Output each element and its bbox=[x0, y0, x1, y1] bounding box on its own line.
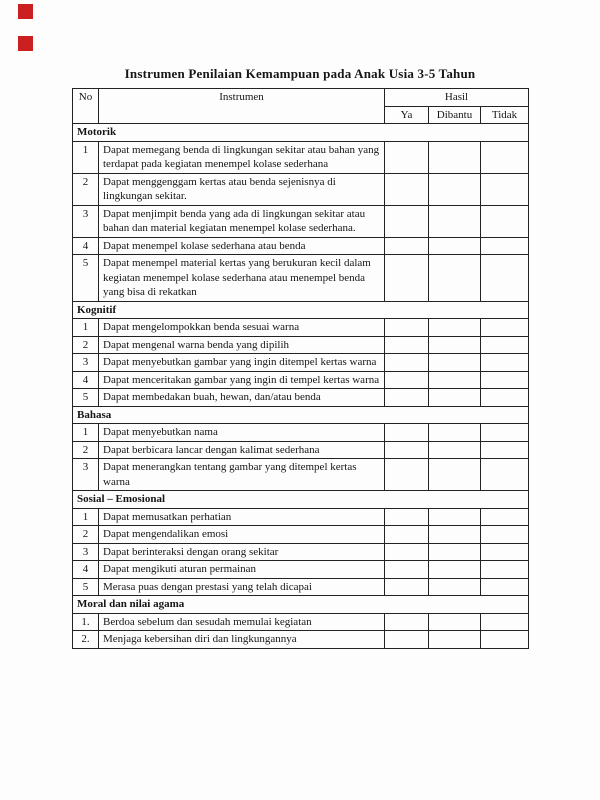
result-cell-dibantu bbox=[429, 631, 481, 649]
result-cell-tidak bbox=[481, 389, 529, 407]
result-cell-tidak bbox=[481, 336, 529, 354]
result-cell-ya bbox=[385, 424, 429, 442]
row-number: 2. bbox=[73, 631, 99, 649]
instrument-text: Dapat menceritakan gambar yang ingin di tempel kertas warna bbox=[99, 371, 385, 389]
result-cell-dibantu bbox=[429, 441, 481, 459]
row-number: 5 bbox=[73, 255, 99, 302]
result-cell-tidak bbox=[481, 371, 529, 389]
instrument-text: Dapat mengikuti aturan permainan bbox=[99, 561, 385, 579]
instrument-text: Dapat mengelompokkan benda sesuai warna bbox=[99, 319, 385, 337]
table-row bbox=[73, 543, 529, 561]
result-cell-dibantu bbox=[429, 613, 481, 631]
column-header-tidak: Tidak bbox=[481, 106, 529, 124]
row-number: 4 bbox=[73, 371, 99, 389]
result-cell-tidak bbox=[481, 319, 529, 337]
table-row bbox=[73, 141, 529, 173]
result-cell-tidak bbox=[481, 141, 529, 173]
result-cell-tidak bbox=[481, 255, 529, 302]
row-number: 5 bbox=[73, 578, 99, 596]
table-row bbox=[73, 371, 529, 389]
result-cell-dibantu bbox=[429, 237, 481, 255]
instrument-text: Dapat membedakan buah, hewan, dan/atau benda bbox=[99, 389, 385, 407]
row-number: 2 bbox=[73, 526, 99, 544]
result-cell-dibantu bbox=[429, 354, 481, 372]
red-square-marker-top bbox=[18, 4, 33, 19]
instrument-text: Dapat mengendalikan emosi bbox=[99, 526, 385, 544]
result-cell-ya bbox=[385, 578, 429, 596]
table-row bbox=[73, 441, 529, 459]
result-cell-ya bbox=[385, 543, 429, 561]
column-header-hasil: Hasil bbox=[385, 89, 529, 107]
result-cell-ya bbox=[385, 526, 429, 544]
assessment-table bbox=[72, 88, 529, 649]
result-cell-dibantu bbox=[429, 173, 481, 205]
table-row bbox=[73, 173, 529, 205]
section-header-row bbox=[73, 301, 529, 319]
result-cell-ya bbox=[385, 441, 429, 459]
instrument-text: Dapat menyebutkan gambar yang ingin ditempel kertas warna bbox=[99, 354, 385, 372]
result-cell-dibantu bbox=[429, 319, 481, 337]
result-cell-tidak bbox=[481, 237, 529, 255]
instrument-text: Dapat menerangkan tentang gambar yang ditempel kertas warna bbox=[99, 459, 385, 491]
result-cell-tidak bbox=[481, 441, 529, 459]
row-number: 1. bbox=[73, 613, 99, 631]
table-row bbox=[73, 578, 529, 596]
result-cell-tidak bbox=[481, 354, 529, 372]
result-cell-tidak bbox=[481, 543, 529, 561]
result-cell-tidak bbox=[481, 205, 529, 237]
table-row bbox=[73, 526, 529, 544]
table-row bbox=[73, 205, 529, 237]
page-title: Instrumen Penilaian Kemampuan pada Anak Usia 3-5 Tahun bbox=[124, 66, 476, 81]
result-cell-dibantu bbox=[429, 141, 481, 173]
result-cell-ya bbox=[385, 371, 429, 389]
row-number: 4 bbox=[73, 237, 99, 255]
instrument-text: Dapat memusatkan perhatian bbox=[99, 508, 385, 526]
section-header-row bbox=[73, 406, 529, 424]
result-cell-dibantu bbox=[429, 336, 481, 354]
result-cell-tidak bbox=[481, 173, 529, 205]
instrument-text: Dapat memegang benda di lingkungan sekitar atau bahan yang terdapat pada kegiatan menempel kolase sederhana bbox=[99, 141, 385, 173]
result-cell-dibantu bbox=[429, 526, 481, 544]
table-row bbox=[73, 561, 529, 579]
result-cell-dibantu bbox=[429, 561, 481, 579]
table-row bbox=[73, 336, 529, 354]
result-cell-ya bbox=[385, 613, 429, 631]
row-number: 3 bbox=[73, 543, 99, 561]
row-number: 1 bbox=[73, 319, 99, 337]
section-header-row bbox=[73, 124, 529, 142]
instrument-text: Dapat menjimpit benda yang ada di lingkungan sekitar atau bahan dan material kegiatan menempel kolase sederhana. bbox=[99, 205, 385, 237]
section-title: Moral dan nilai agama bbox=[73, 596, 529, 614]
instrument-text: Dapat menyebutkan nama bbox=[99, 424, 385, 442]
instrument-text: Dapat menempel kolase sederhana atau benda bbox=[99, 237, 385, 255]
section-title: Bahasa bbox=[73, 406, 529, 424]
result-cell-ya bbox=[385, 255, 429, 302]
section-title: Motorik bbox=[73, 124, 529, 142]
table-row bbox=[73, 319, 529, 337]
result-cell-dibantu bbox=[429, 424, 481, 442]
instrument-text: Merasa puas dengan prestasi yang telah dicapai bbox=[99, 578, 385, 596]
row-number: 5 bbox=[73, 389, 99, 407]
column-header-dibantu: Dibantu bbox=[429, 106, 481, 124]
table-row bbox=[73, 508, 529, 526]
result-cell-tidak bbox=[481, 508, 529, 526]
row-number: 2 bbox=[73, 336, 99, 354]
row-number: 2 bbox=[73, 173, 99, 205]
table-row bbox=[73, 255, 529, 302]
instrument-text: Dapat berbicara lancar dengan kalimat sederhana bbox=[99, 441, 385, 459]
result-cell-tidak bbox=[481, 526, 529, 544]
instrument-text: Dapat menempel material kertas yang berukuran kecil dalam kegiatan menempel kolase sederhana atau menempel benda yang bisa di rekatkan bbox=[99, 255, 385, 302]
result-cell-ya bbox=[385, 336, 429, 354]
instrument-text: Dapat berinteraksi dengan orang sekitar bbox=[99, 543, 385, 561]
row-number: 3 bbox=[73, 354, 99, 372]
table-row bbox=[73, 613, 529, 631]
instrument-text: Berdoa sebelum dan sesudah memulai kegiatan bbox=[99, 613, 385, 631]
instrument-text: Dapat mengenal warna benda yang dipilih bbox=[99, 336, 385, 354]
result-cell-dibantu bbox=[429, 578, 481, 596]
result-cell-ya bbox=[385, 508, 429, 526]
result-cell-tidak bbox=[481, 613, 529, 631]
result-cell-dibantu bbox=[429, 205, 481, 237]
section-header-row bbox=[73, 491, 529, 509]
result-cell-dibantu bbox=[429, 543, 481, 561]
result-cell-dibantu bbox=[429, 371, 481, 389]
table-row bbox=[73, 389, 529, 407]
result-cell-ya bbox=[385, 459, 429, 491]
table-row bbox=[73, 424, 529, 442]
table-row bbox=[73, 631, 529, 649]
result-cell-ya bbox=[385, 237, 429, 255]
result-cell-ya bbox=[385, 205, 429, 237]
result-cell-ya bbox=[385, 354, 429, 372]
result-cell-ya bbox=[385, 631, 429, 649]
result-cell-dibantu bbox=[429, 255, 481, 302]
table-row bbox=[73, 459, 529, 491]
result-cell-ya bbox=[385, 389, 429, 407]
result-cell-tidak bbox=[481, 459, 529, 491]
result-cell-tidak bbox=[481, 424, 529, 442]
table-row bbox=[73, 237, 529, 255]
result-cell-ya bbox=[385, 319, 429, 337]
column-header-ya: Ya bbox=[385, 106, 429, 124]
section-header-row bbox=[73, 596, 529, 614]
row-number: 4 bbox=[73, 561, 99, 579]
result-cell-ya bbox=[385, 561, 429, 579]
row-number: 1 bbox=[73, 508, 99, 526]
table-header-row-1 bbox=[73, 89, 529, 107]
row-number: 2 bbox=[73, 441, 99, 459]
table-row bbox=[73, 354, 529, 372]
result-cell-ya bbox=[385, 173, 429, 205]
instrument-text: Menjaga kebersihan diri dan lingkungannya bbox=[99, 631, 385, 649]
section-title: Kognitif bbox=[73, 301, 529, 319]
instrument-text: Dapat menggenggam kertas atau benda sejenisnya di lingkungan sekitar. bbox=[99, 173, 385, 205]
row-number: 1 bbox=[73, 424, 99, 442]
result-cell-tidak bbox=[481, 561, 529, 579]
row-number: 3 bbox=[73, 205, 99, 237]
result-cell-tidak bbox=[481, 578, 529, 596]
result-cell-dibantu bbox=[429, 389, 481, 407]
column-header-no: No bbox=[73, 89, 99, 124]
section-title: Sosial – Emosional bbox=[73, 491, 529, 509]
row-number: 1 bbox=[73, 141, 99, 173]
result-cell-dibantu bbox=[429, 459, 481, 491]
result-cell-dibantu bbox=[429, 508, 481, 526]
row-number: 3 bbox=[73, 459, 99, 491]
column-header-instrumen: Instrumen bbox=[99, 89, 385, 124]
red-square-marker-bottom bbox=[18, 36, 33, 51]
result-cell-ya bbox=[385, 141, 429, 173]
result-cell-tidak bbox=[481, 631, 529, 649]
